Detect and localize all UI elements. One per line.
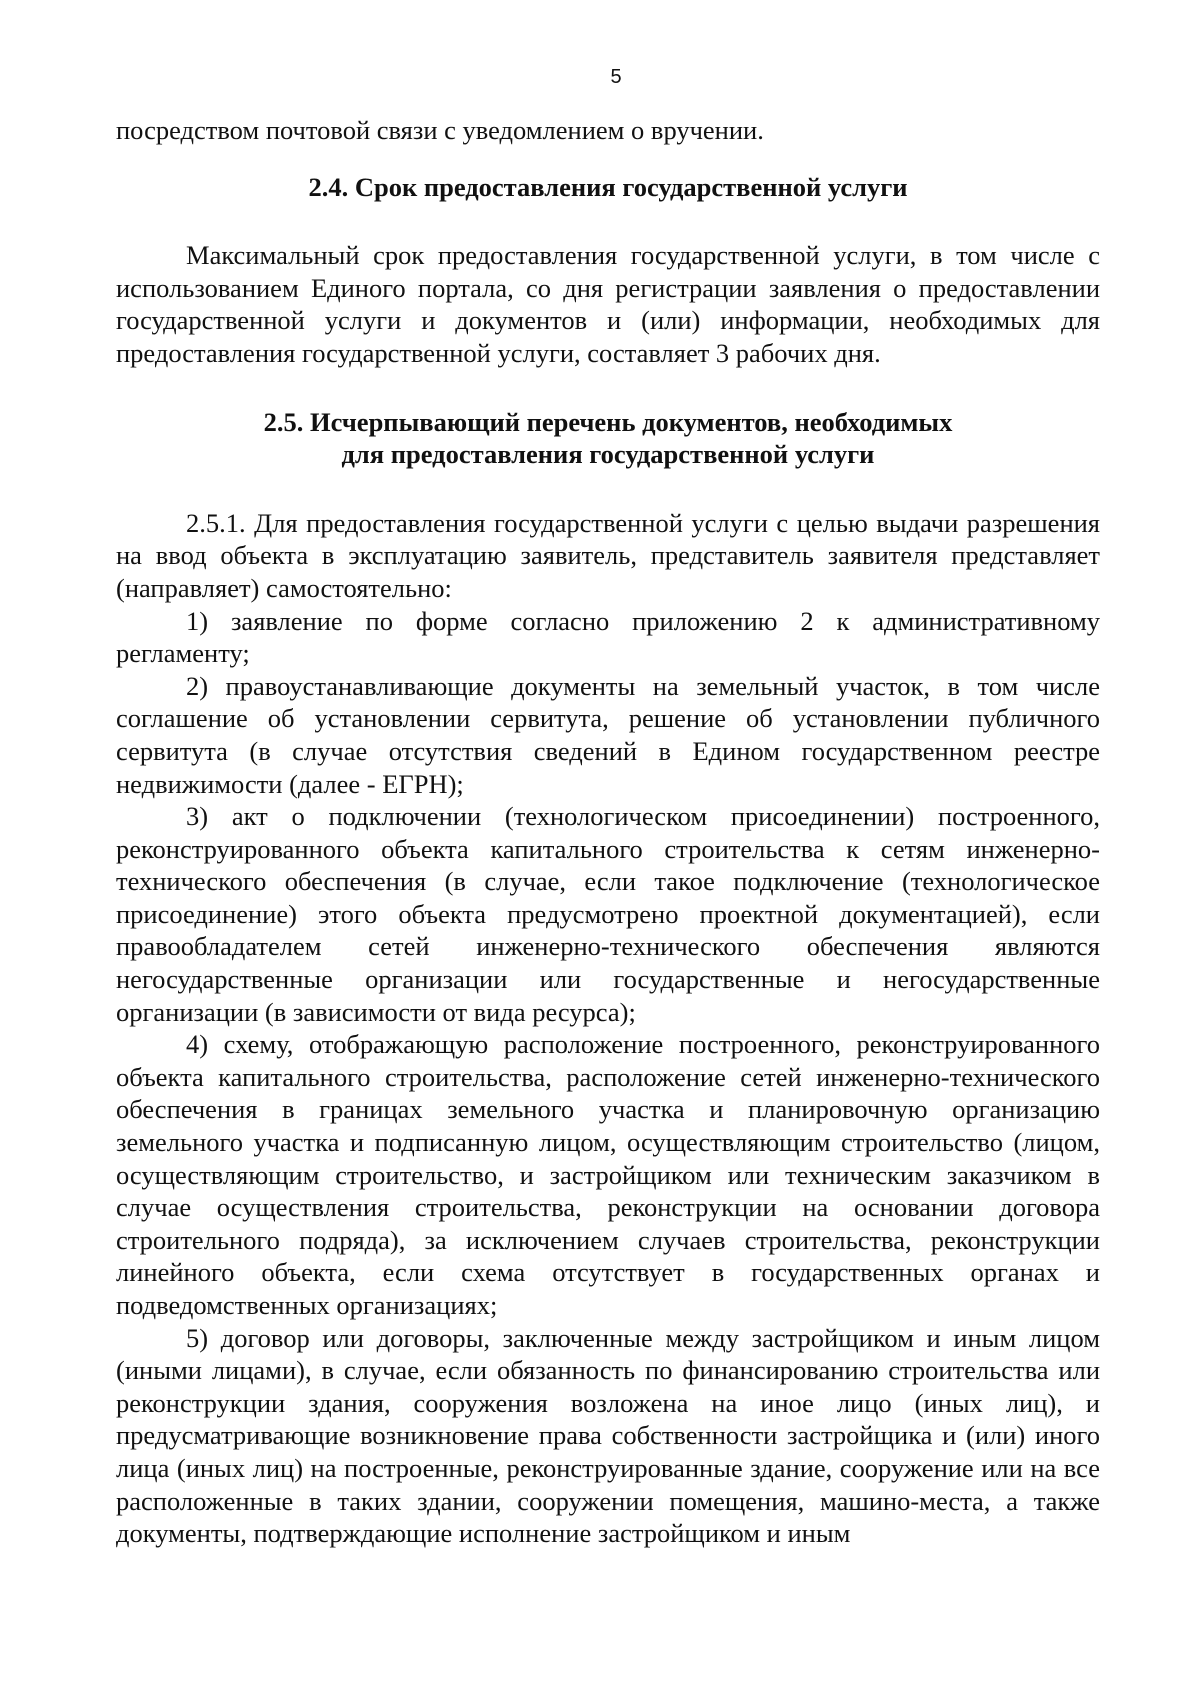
section-2-5-heading-line2: для предоставления государственной услуги [341, 439, 875, 470]
document-list [116, 605, 1100, 1550]
section-2-4-heading: 2.4. Срок предоставления государственной услуги [308, 171, 908, 202]
list-item: 3) акт о подключении (технологическом присоединении) построенного, реконструированного объекта капитального строительства к сетям инженерно-технического обеспечения (в случае, если такое подключение (технологическое присоединение) этого объекта предусмотрено проектной документацией), если правообладателем сетей инженерно-технического обеспечения являются негосударственные организации или государственные и негосударственные организации (в зависимости от вида ресурса); [116, 801, 1100, 1027]
page-number: 5 [610, 66, 622, 88]
list-item: 5) договор или договоры, заключенные между застройщиком и иным лицом (иными лицами), в случае, если обязанность по финансированию строительства или реконструкции здания, сооружения возложена на иное лицо (иных лиц), и предусматривающие возникновение права собственности застройщика и (или) иного лица (иных лиц) на построенные, реконструированные здание, сооружение или на все расположенные в таких здании, сооружении помещения, машино-места, а также документы, подтверждающие исполнение застройщиком и иным [116, 1322, 1100, 1549]
list-item: 2) правоустанавливающие документы на земельный участок, в том числе соглашение об установлении сервитута, решение об установлении публичного сервитута (в случае отсутствия сведений в Едином государственном реестре недвижимости (далее - ЕГРН); [116, 670, 1100, 799]
intro-line: посредством почтовой связи с уведомлением о вручении. [116, 115, 764, 145]
list-item: 4) схему, отображающую расположение построенного, реконструированного объекта капитального строительства, расположение сетей инженерно-технического обеспечения в границах земельного участка и планировочную организацию земельного участка и подписанную лицом, осуществляющим строительство (лицом, осуществляющим строительство, и застройщиком или техническим заказчиком в случае осуществления строительства, реконструкции на основании договора строительного подряда), за исключением случаев строительства, реконструкции линейного объекта, если схема отсутствует в государственных органах и подведомственных организациях; [116, 1029, 1100, 1320]
section-2-5-1-intro: 2.5.1. Для предоставления государственной услуги с целью выдачи разрешения на ввод объекта в эксплуатацию заявитель, представитель заявителя представляет (направляет) самостоятельно: [116, 507, 1100, 603]
section-2-5-heading-line1: 2.5. Исчерпывающий перечень документов, необходимых [263, 406, 953, 437]
list-item: 1) заявление по форме согласно приложению 2 к административному регламенту; [116, 605, 1100, 669]
section-2-4-text: Максимальный срок предоставления государственной услуги, в том числе с использованием Единого портала, со дня регистрации заявления о предоставлении государственной услуги и документов и (или) информации, необходимых для предоставления государственной услуги, составляет 3 рабочих дня. [116, 240, 1100, 368]
